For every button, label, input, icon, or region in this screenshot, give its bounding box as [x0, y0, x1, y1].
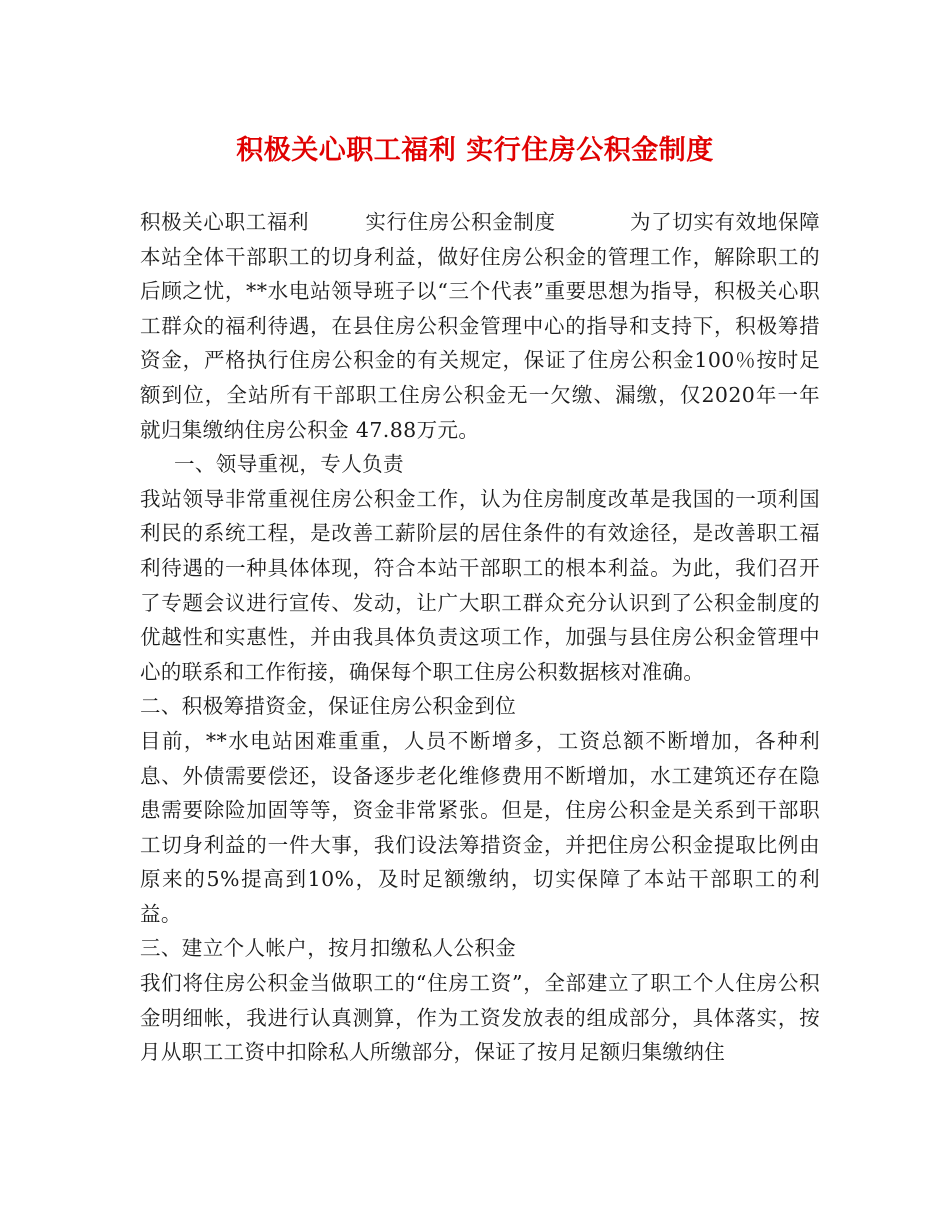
intro-title-part-1: 积极关心职工福利 [140, 210, 310, 234]
intro-paragraph [140, 205, 820, 447]
section-1-heading: 一、领导重视，专人负责 [174, 452, 404, 477]
section-3-body: 我们将住房公积金当做职工的“住房工资”，全部建立了职工个人住房公积金明细帐，我进行认真测算，作为工资发放表的组成部分，具体落实，按月从职工工资中扣除私人所缴部分，保证了按月足额归集缴纳住 [140, 971, 820, 1065]
section-2-heading: 二、积极筹措资金，保证住房公积金到位 [140, 694, 517, 719]
document-body [140, 205, 820, 1070]
section-2-body: 目前，**水电站困难重重，人员不断增多，工资总额不断增加，各种利息、外债需要偿还，设备逐步老化维修费用不断增加，水工建筑还存在隐患需要除险加固等等，资金非常紧张。但是，住房公积金是关系到干部职工切身利益的一件大事，我们设法筹措资金，并把住房公积金提取比例由原来的5%提高到10%，及时足额缴纳，切实保障了本站干部职工的利益。 [140, 728, 820, 926]
section-1-body: 我站领导非常重视住房公积金工作，认为住房制度改革是我国的一项利国利民的系统工程，是改善工薪阶层的居住条件的有效途径，是改善职工福利待遇的一种具体体现，符合本站干部职工的根本利益。为此，我们召开了专题会议进行宣传、发动，让广大职工群众充分认识到了公积金制度的优越性和实惠性，并由我具体负责这项工作，加强与县住房公积金管理中心的联系和工作衔接，确保每个职工住房公积数据核对准确。 [140, 486, 820, 684]
document-title: 积极关心职工福利 实行住房公积金制度 [236, 135, 714, 166]
intro-text: 为了切实有效地保障本站全体干部职工的切身利益，做好住房公积金的管理工作，解除职工的后顾之忧，**水电站领导班子以“三个代表”重要思想为指导，积极关心职工群众的福利待遇，在县住房公积金管理中心的指导和支持下，积极筹措资金，严格执行住房公积金的有关规定，保证了住房公积金100％按时足额到位，全站所有干部职工住房公积金无一欠缴、漏缴，仅2020年一年就归集缴纳住房公积金 47.88万元。 [140, 210, 820, 442]
section-3-heading: 三、建立个人帐户，按月扣缴私人公积金 [140, 936, 517, 961]
intro-title-part-2: 实行住房公积金制度 [365, 210, 556, 234]
